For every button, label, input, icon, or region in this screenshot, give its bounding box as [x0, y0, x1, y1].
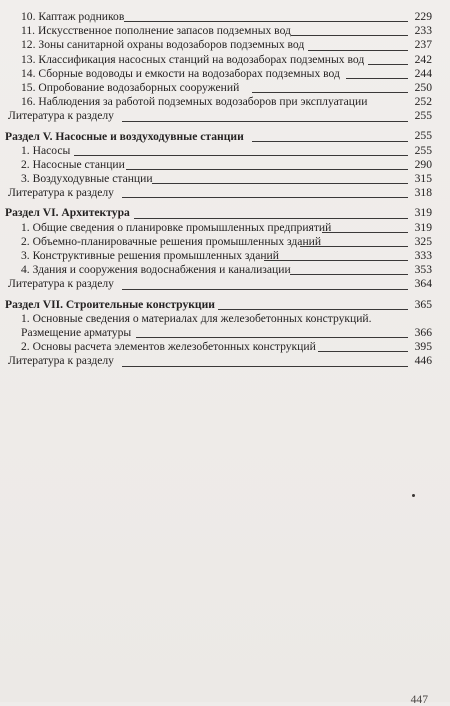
toc-page-number: 255 [414, 143, 432, 157]
toc-leader-line [264, 260, 408, 261]
toc-leader-line [368, 64, 408, 65]
toc-leader-line [152, 183, 408, 184]
toc-entry-title: 12. Зоны санитарной охраны водозаборов подземных вод [21, 38, 305, 52]
toc-entry[interactable] [0, 249, 432, 263]
toc-section-heading[interactable] [0, 130, 432, 144]
toc-leader-line [124, 21, 408, 22]
toc-entry-title: 15. Опробование водозаборных сооружений [21, 80, 240, 94]
toc-page-number: 290 [414, 157, 432, 171]
toc-entry[interactable] [0, 340, 432, 354]
toc-leader-line [290, 274, 408, 275]
toc-page-number: 233 [414, 24, 432, 38]
toc-page-number: 252 [414, 95, 432, 109]
toc-page-number: 319 [414, 206, 432, 220]
toc-entry[interactable] [0, 24, 432, 38]
toc-leader-line [122, 366, 408, 367]
toc-entry[interactable] [0, 38, 432, 52]
toc-page-number: 242 [414, 52, 432, 66]
toc-leader-line [136, 337, 408, 338]
toc-entry[interactable] [0, 81, 432, 95]
toc-entry[interactable] [0, 312, 432, 340]
toc-entry-title: Литература к разделу [8, 277, 114, 291]
toc-entry[interactable] [0, 186, 432, 200]
toc-entry[interactable] [0, 158, 432, 172]
toc-entry[interactable] [0, 95, 432, 109]
toc-page-number: 353 [414, 263, 432, 277]
toc-leader-line [252, 92, 408, 93]
toc-leader-line [122, 197, 408, 198]
toc-page-number: 237 [414, 38, 432, 52]
toc-entry[interactable] [0, 354, 432, 368]
toc-page-number: 333 [414, 248, 432, 262]
toc-entry-title: 2. Насосные станции [21, 157, 125, 171]
toc-entry[interactable] [0, 221, 432, 235]
paper-speck [412, 494, 415, 497]
toc-entry-title: Раздел VII. Строительные конструкции [5, 297, 215, 311]
toc-entry-title: Литература к разделу [8, 354, 114, 368]
toc-entry-title: Раздел V. Насосные и воздуходувные станции [5, 129, 244, 143]
toc-entry[interactable] [0, 235, 432, 249]
toc-leader-line [346, 78, 408, 79]
toc-entry-title: Раздел VI. Архитектура [5, 206, 130, 220]
toc-entry-title: 1. Общие сведения о планировке промышленных предприятий [21, 220, 332, 234]
toc-leader-line [134, 218, 408, 219]
toc-entry-title: Литература к разделу [8, 186, 114, 200]
toc-page-number: 395 [414, 340, 432, 354]
toc-page-number: 364 [414, 277, 432, 291]
toc-page-number: 244 [414, 66, 432, 80]
toc-entry-title: 11. Искусственное пополнение запасов подземных вод [21, 24, 291, 38]
toc-page-number: 446 [414, 354, 432, 368]
toc-leader-line [218, 309, 408, 310]
toc-page-number: 319 [414, 220, 432, 234]
toc-entry-title: 16. Наблюдения за работой подземных водозаборов при эксплуатации [21, 95, 368, 109]
toc-entry[interactable] [0, 144, 432, 158]
toc-leader-line [122, 121, 408, 122]
toc-page-number: 365 [414, 297, 432, 311]
toc-section-heading[interactable] [0, 298, 432, 312]
toc-page-number: 318 [414, 186, 432, 200]
toc-leader-line [126, 169, 408, 170]
toc-entry[interactable] [0, 53, 432, 67]
toc-page-number: 366 [414, 325, 432, 339]
page-number: 447 [410, 693, 428, 706]
toc-entry[interactable] [0, 263, 432, 277]
toc-entry-title: 3. Конструктивные решения промышленных зданий [21, 249, 279, 262]
toc-section-heading[interactable] [0, 206, 432, 220]
toc-entry-title: 1. Насосы [21, 143, 71, 157]
toc-leader-line [122, 289, 408, 290]
toc-entry[interactable] [0, 172, 432, 186]
toc-entry-title: 10. Каптаж родников [21, 10, 125, 23]
toc-entry[interactable] [0, 67, 432, 81]
toc-leader-line [308, 50, 408, 51]
toc-page-number: 315 [414, 172, 432, 186]
toc-page-number: 255 [414, 129, 432, 143]
toc-leader-line [300, 246, 408, 247]
toc-entry-title: 3. Воздуходувные станции [21, 172, 153, 186]
toc-page-number: 229 [414, 9, 432, 23]
toc-leader-line [252, 141, 408, 142]
toc-entry[interactable] [0, 277, 432, 291]
toc-entry-title: 1. Основные сведения о материалах для железобетонных конструкций. Размещение арматуры [21, 311, 372, 339]
toc-leader-line [322, 232, 408, 233]
toc-entry-title: 2. Основы расчета элементов железобетонных конструкций [21, 340, 316, 354]
toc-leader-line [291, 35, 408, 36]
toc-page-number: 250 [414, 80, 432, 94]
toc-page-number: 325 [414, 234, 432, 248]
toc-entry-title: Литература к разделу [8, 109, 114, 123]
toc-entry[interactable] [0, 10, 432, 24]
toc-leader-line [318, 351, 408, 352]
table-of-contents [0, 10, 450, 369]
toc-entry[interactable] [0, 109, 432, 123]
toc-leader-line [74, 155, 408, 156]
toc-page-number: 255 [414, 109, 432, 123]
toc-entry-title: 14. Сборные водоводы и емкости на водозаборах подземных вод [21, 66, 340, 80]
toc-entry-title: 2. Объемно-планировачные решения промышленных зданий [21, 234, 322, 248]
toc-entry-title: 13. Классификация насосных станций на водозаборах подземных вод [21, 52, 365, 66]
toc-entry-title: 4. Здания и сооружения водоснабжения и канализации [21, 263, 291, 277]
